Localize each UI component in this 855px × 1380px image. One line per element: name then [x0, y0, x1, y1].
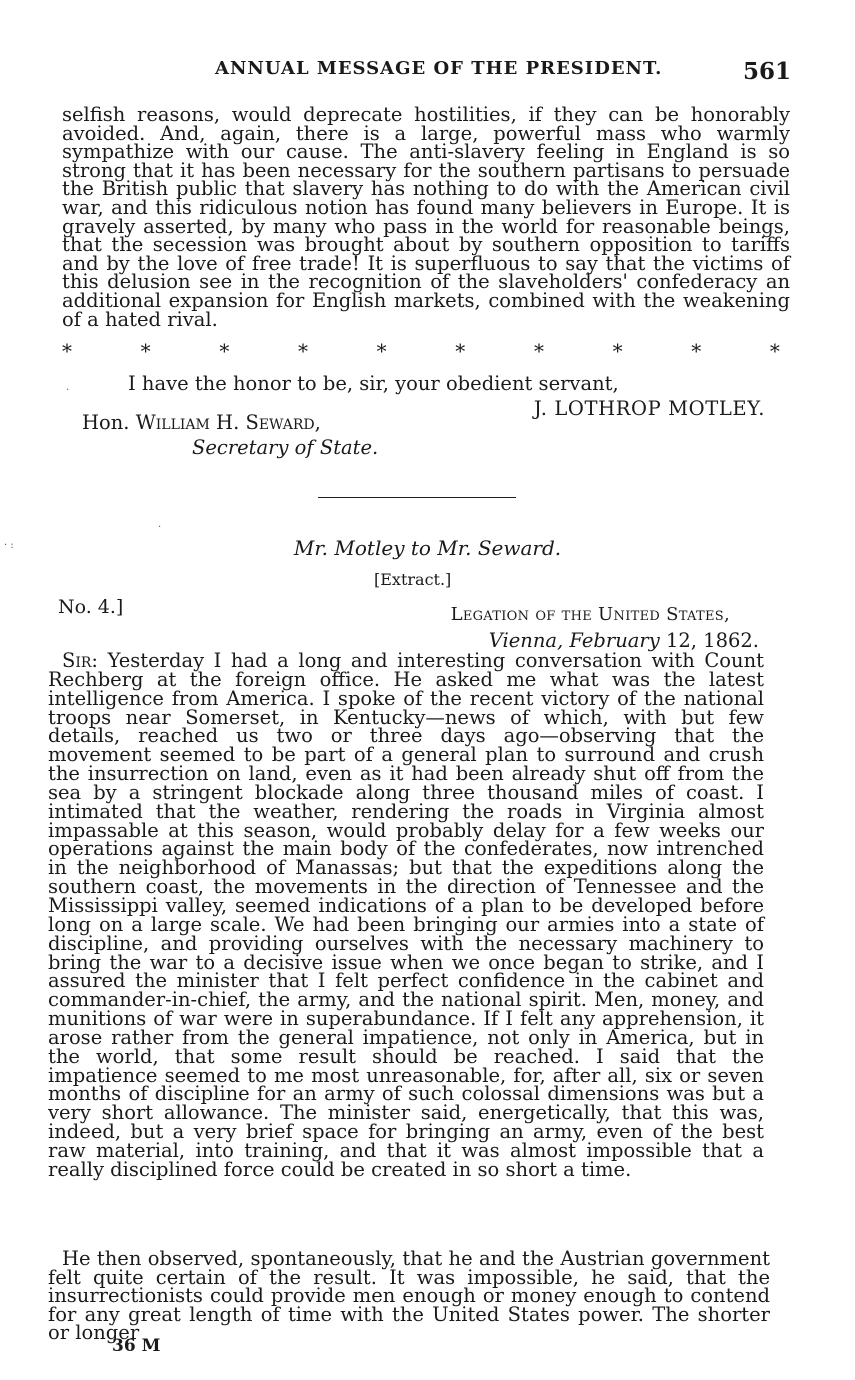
addressee-block [82, 410, 378, 460]
letter2-paragraph-1 [48, 649, 764, 1181]
letter-closing: I have the honor to be, sir, your obedient servant, [128, 372, 619, 395]
legation-line: Legation of the United States, [450, 604, 730, 625]
letter-signature: J. LOTHROP MOTLEY. [533, 397, 765, 420]
extract-label: [Extract.] [374, 570, 452, 589]
ellipsis-stars [62, 341, 780, 361]
despatch-number: No. 4.] [58, 596, 124, 618]
star: * [691, 339, 702, 363]
addressee-prefix: Hon. [82, 411, 130, 434]
print-speck: . [158, 519, 162, 530]
letter-heading: Mr. Motley to Mr. Seward. [293, 536, 562, 560]
printer-signature-mark: 36 M [112, 1336, 161, 1356]
star: * [533, 339, 544, 363]
print-speck: . [66, 382, 70, 393]
salutation: Sir: [62, 649, 98, 672]
section-divider [318, 497, 516, 498]
star: * [62, 339, 72, 363]
letter1-paragraph: selfish reasons, would deprecate hostilities, if they can be honorably avoided. And, again, there is a large, powerful mass who warmly sympathize with our cause. The anti-slavery feeling in England is so strong that it has been necessary for the southern partisans to persuade the British public that slavery has nothing to do with the American civil war, and this ridiculous notion has found many believers in Europe. It is gravely asserted, by many who pass in the world for reasonable beings, that the secession was brought about by southern opposition to tariffs and by the love of free trade! It is superfluous to say that the victims of this delusion see in the recognition of the slaveholders' confederacy an additional expansion for English markets, combined with the weakening of a hated rival. [62, 103, 790, 331]
star: * [455, 339, 466, 363]
star: * [219, 339, 230, 363]
star: * [140, 339, 151, 363]
letter2-paragraph-2: He then observed, spontaneously, that he and the Austrian government felt quite certain of the result. It was impossible, he said, that the insurrectionists could provide men enough or money enough to contend for any great length of time with the United States power. The shorter or longer [48, 1247, 770, 1345]
paragraph-text: Yesterday I had a long and interesting conversation with Count Rechberg at the foreign office. He asked me what was the latest intelligence from America. I spoke of the recent victory of the national troops near Somerset, in Kentucky—news of which, with but few details, reached us two or three days ago—observing that the movement seemed to be part of a general plan to surround and crush the insurrection on land, even as it had been already shut off from the sea by a stringent blockade along three thousand miles of coast. I intimated that the weather, rendering the roads in Virginia almost impassable at this season, would probably delay for a few weeks our operations against the main body of the confederates, now intrenched in the neighborhood of Manassas; but that the expeditions along the southern coast, the movements in the direction of Tennessee and the Mississippi valley, seemed indications of a plan to be developed before long on a large scale. We had been bringing our armies into a state of discipline, and providing ourselves with the necessary machinery to bring the war to a decisive issue when we once began to strike, and I assured the minister that I felt perfect confidence in the cabinet and commander-in-chief, the army, and the national spirit. Men, money, and munitions of war were in superabundance. If I felt any apprehension, it arose rather from the general impatience, not only in America, but in the world, that some result should be reached. I said that the impatience seemed to me most unreasonable, for, after all, six or seven months of discipline for an army of such colossal dimensions was but a very short allowance. The minister said, energetically, that this was, indeed, but a very brief space for bringing an army, even of the best raw material, into training, and that it was almost impossible that a really disciplined force could be created in so short a time. [48, 649, 764, 1181]
addressee-name: William H. Seward, [135, 411, 321, 434]
date-day-year: 12, 1862. [665, 629, 759, 652]
print-speck: · : [4, 540, 14, 551]
page-number: 561 [742, 58, 791, 85]
date-place: Vienna, February [488, 629, 660, 652]
running-head: ANNUAL MESSAGE OF THE PRESIDENT. [215, 58, 663, 79]
star: * [297, 339, 308, 363]
star: * [376, 339, 387, 363]
star: * [769, 339, 780, 363]
addressee-title: Secretary of State. [192, 436, 379, 459]
star: * [612, 339, 623, 363]
